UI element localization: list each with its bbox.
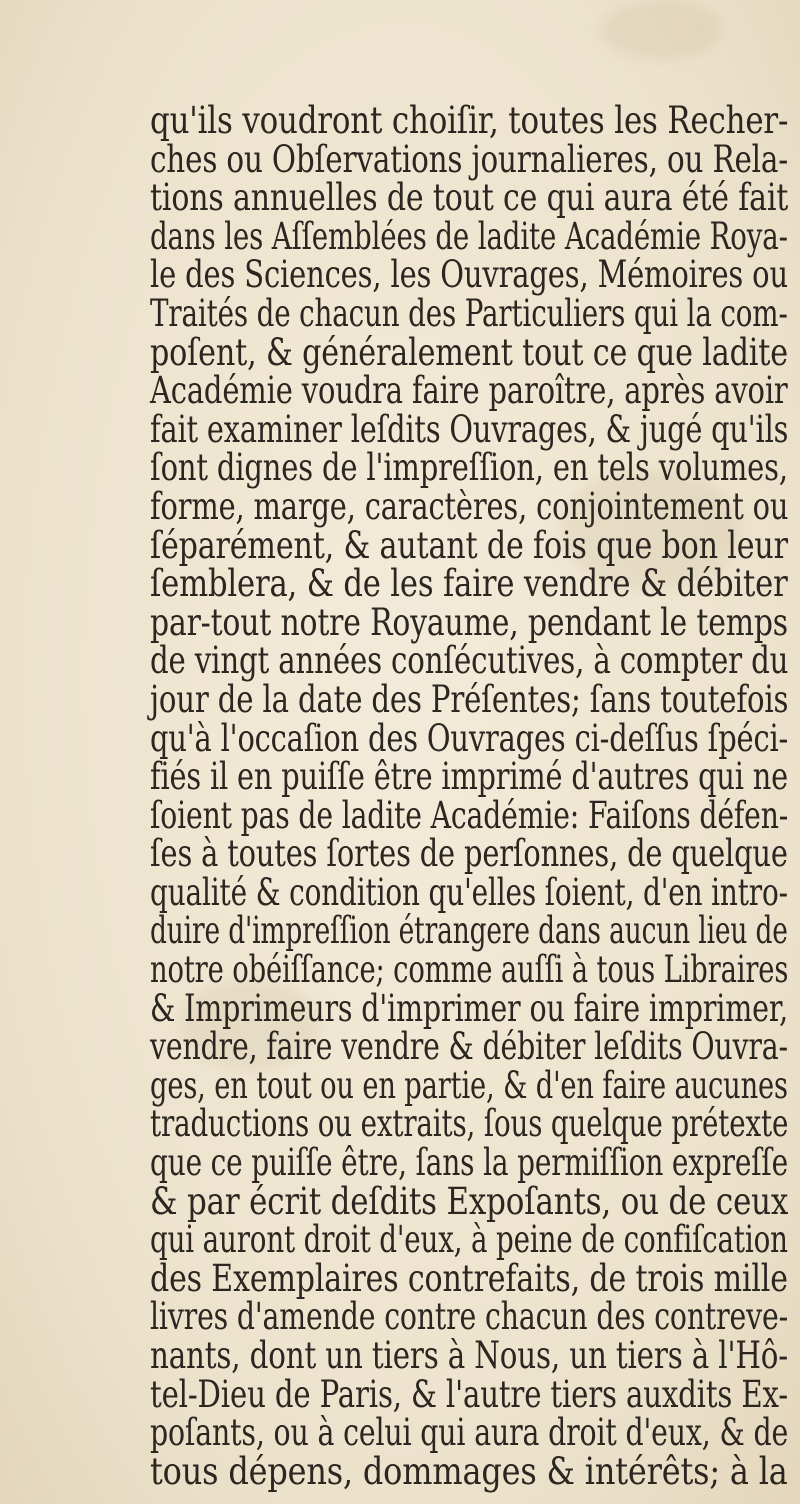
text-line: tel-Dieu de Paris, & l'autre tiers auxdits Ex- <box>150 1372 788 1416</box>
text-line: ſes à toutes ſortes de perſonnes, de quelque <box>150 832 788 876</box>
text-line: vendre, faire vendre & débiter leſdits Ouvra- <box>150 1025 788 1069</box>
text-line: fiés il en puiſſe être imprimé d'autres qui ne <box>150 755 789 799</box>
text-line: & Imprimeurs d'imprimer ou faire imprimer, <box>150 986 789 1030</box>
text-line: de vingt années conſécutives, à compter du <box>150 639 789 683</box>
text-line: qualité & condition qu'elles ſoient, d'en intro- <box>150 870 788 914</box>
text-line: Traités de chacun des Particuliers qui la com- <box>150 291 788 335</box>
body-text <box>150 99 790 1493</box>
text-line: qu'à l'occaſion des Ouvrages ci-deſſus ſpéci- <box>150 716 789 760</box>
text-line: ches ou Obſervations journalieres, ou Rela- <box>150 137 789 181</box>
text-line: ges, en tout ou en partie, & d'en faire aucunes <box>150 1063 788 1107</box>
text-line: livres d'amende contre chacun des contreve- <box>150 1295 789 1339</box>
text-line: Académie voudra faire paroître, après avoir <box>150 369 788 413</box>
text-line: que ce puiſſe être, ſans la permiſſion expreſſe <box>150 1141 788 1185</box>
text-line: dans les Aſſemblées de ladite Académie Roya- <box>150 214 788 258</box>
text-line: poſent, & généralement tout ce que ladite <box>150 330 788 374</box>
text-line: nants, dont un tiers à Nous, un tiers à l'Hô- <box>150 1334 789 1377</box>
text-line: duire d'impreſſion étrangere dans aucun lieu de <box>150 909 788 953</box>
text-line: fait examiner leſdits Ouvrages, & jugé qu'ils <box>150 407 789 451</box>
text-line: & par écrit deſdits Expoſants, ou de ceux <box>150 1179 789 1223</box>
text-line: des Exemplaires contrefaits, de trois mille <box>150 1256 788 1300</box>
text-line: qui auront droit d'eux, à peine de confiſcation <box>150 1218 788 1262</box>
text-line: le des Sciences, les Ouvrages, Mémoires ou <box>150 253 788 297</box>
text-line: poſants, ou à celui qui aura droit d'eux, & de <box>150 1411 789 1455</box>
text-line: ſemblera, & de les faire vendre & débiter <box>150 562 788 606</box>
text-line: ſoient pas de ladite Académie: Faiſons défen- <box>150 793 789 837</box>
text-line: tous dépens, dommages & intérêts; à la <box>150 1449 788 1493</box>
text-line: traductions ou extraits, ſous quelque prétexte <box>150 1102 789 1146</box>
text-line: forme, marge, caractères, conjointement ou <box>150 484 789 528</box>
text-line: ſont dignes de l'impreſſion, en tels volumes, <box>150 446 788 490</box>
text-line: qu'ils voudront choiſir, toutes les Recher- <box>150 99 789 142</box>
text-line: notre obéiſſance; comme auſſi à tous Libraires <box>150 948 789 992</box>
text-line: jour de la date des Préſentes; ſans toutefois <box>150 677 789 721</box>
text-line: tions annuelles de tout ce qui aura été fait <box>150 176 789 220</box>
text-line: ſéparément, & autant de fois que bon leur <box>150 523 788 567</box>
text-line: par-tout notre Royaume, pendant le temps <box>150 600 788 644</box>
paper-stain <box>600 0 720 60</box>
